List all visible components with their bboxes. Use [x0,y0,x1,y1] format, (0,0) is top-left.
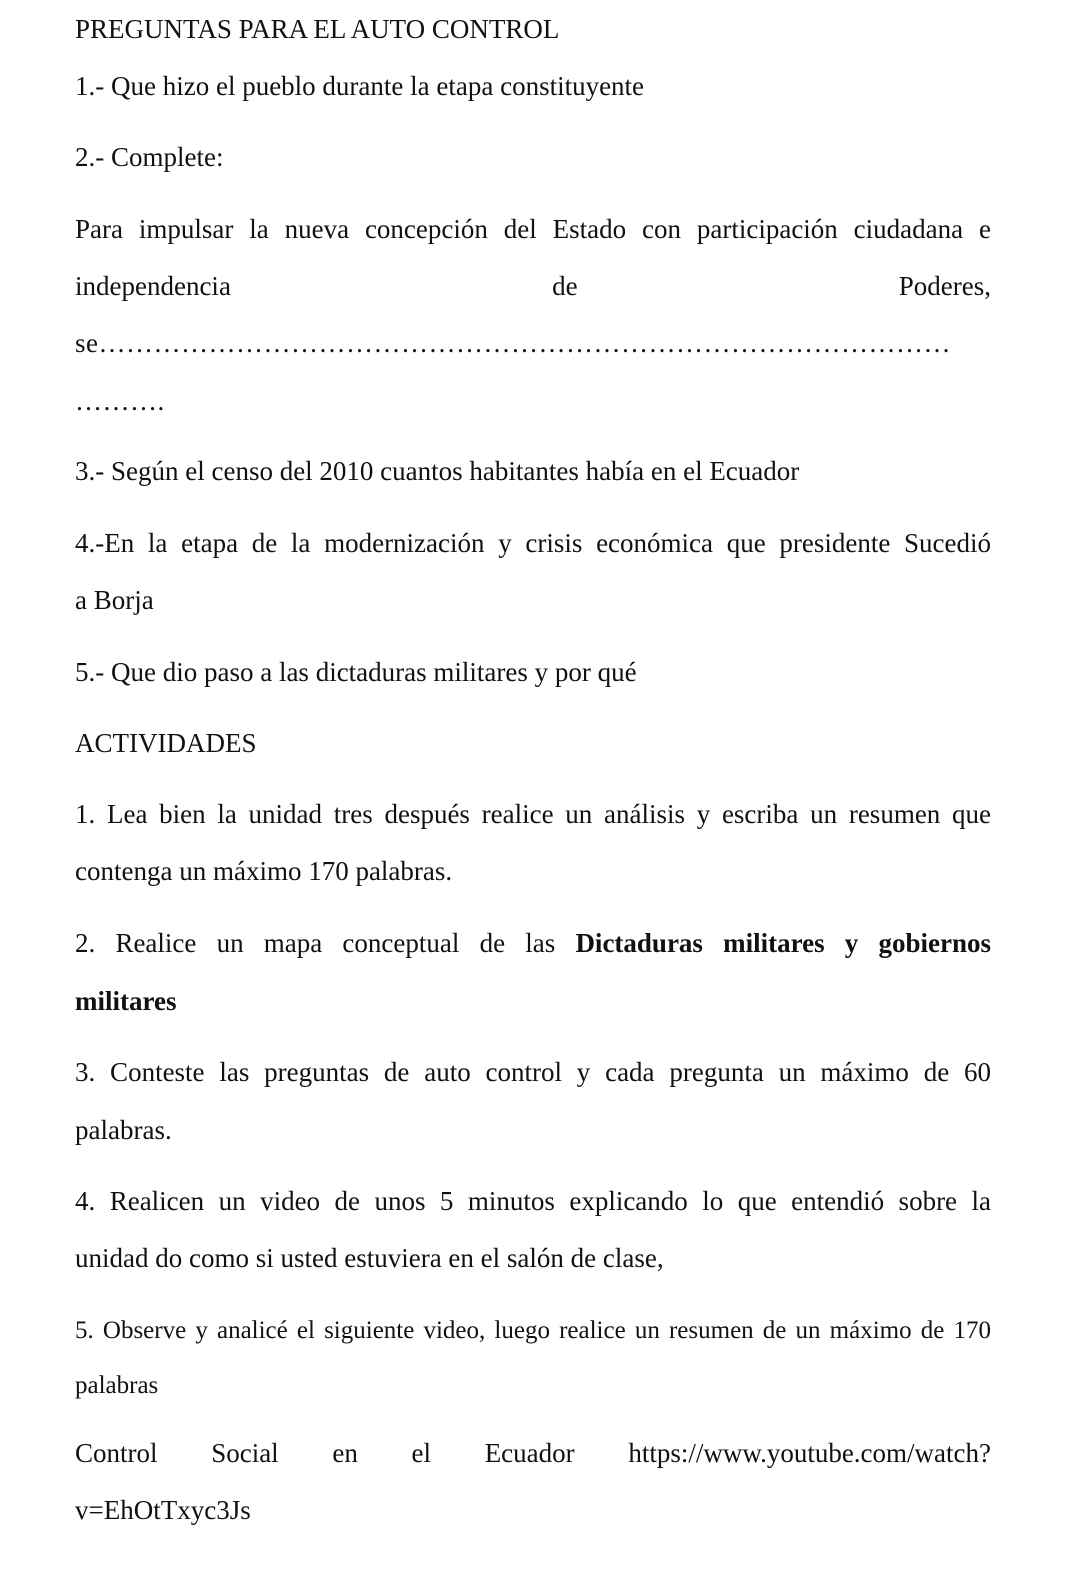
activity-5-line-2: palabras [75,1372,159,1399]
activity-2-bold-text: Dictaduras militares y gobiernos [575,928,991,958]
video-word: Social [211,1438,279,1468]
activity-2-line-1 [75,930,991,957]
activity-2-line-2: militares [75,986,177,1016]
question-2-word: independencia [75,271,231,301]
question-2-line-1: Para impulsar la nueva concepción del Estado con participación ciudadana e [75,214,991,244]
heading-actividades: ACTIVIDADES [75,728,257,758]
question-2-blank-end: ………. [75,386,165,416]
heading-autocontrol: PREGUNTAS PARA EL AUTO CONTROL [75,14,560,44]
question-2-word: Poderes, [898,271,991,301]
activity-3-line-1: 3. Conteste las preguntas de auto control y cada pregunta un máximo de 60 [75,1057,991,1087]
video-word: Control [75,1438,158,1468]
question-2-blank-line: se………………………………………………………………………………… [75,328,951,358]
video-link-continued[interactable]: v=EhOtTxyc3Js [75,1495,251,1525]
activity-4-line-2: unidad do como si usted estuviera en el salón de clase, [75,1243,664,1273]
activity-1-line-1: 1. Lea bien la unidad tres después realice un análisis y escriba un resumen que [75,799,991,829]
activity-1-line-2: contenga un máximo 170 palabras. [75,856,453,886]
question-4-line-1: 4.-En la etapa de la modernización y crisis económica que presidente Sucedió [75,528,991,558]
activity-2-text: 2. Realice un mapa conceptual de las [75,928,576,958]
activity-4-line-1: 4. Realicen un video de unos 5 minutos explicando lo que entendió sobre la [75,1186,991,1216]
video-word: el [411,1438,432,1468]
question-1: 1.- Que hizo el pueblo durante la etapa constituyente [75,71,645,101]
video-word: en [332,1438,358,1468]
video-word: Ecuador [484,1438,575,1468]
question-3: 3.- Según el censo del 2010 cuantos habitantes había en el Ecuador [75,456,800,486]
question-2-line-2 [75,273,991,300]
activity-3-line-2: palabras. [75,1115,172,1145]
question-5: 5.- Que dio paso a las dictaduras militares y por qué [75,657,637,687]
video-reference-line [75,1440,991,1467]
question-2-word: de [552,271,578,301]
activity-5-line-1: 5. Observe y analicé el siguiente video, luego realice un resumen de un máximo de 170 [75,1317,991,1344]
video-link[interactable]: https://www.youtube.com/watch? [628,1438,991,1468]
question-2-title: 2.- Complete: [75,142,224,172]
question-4-line-2: a Borja [75,585,154,615]
